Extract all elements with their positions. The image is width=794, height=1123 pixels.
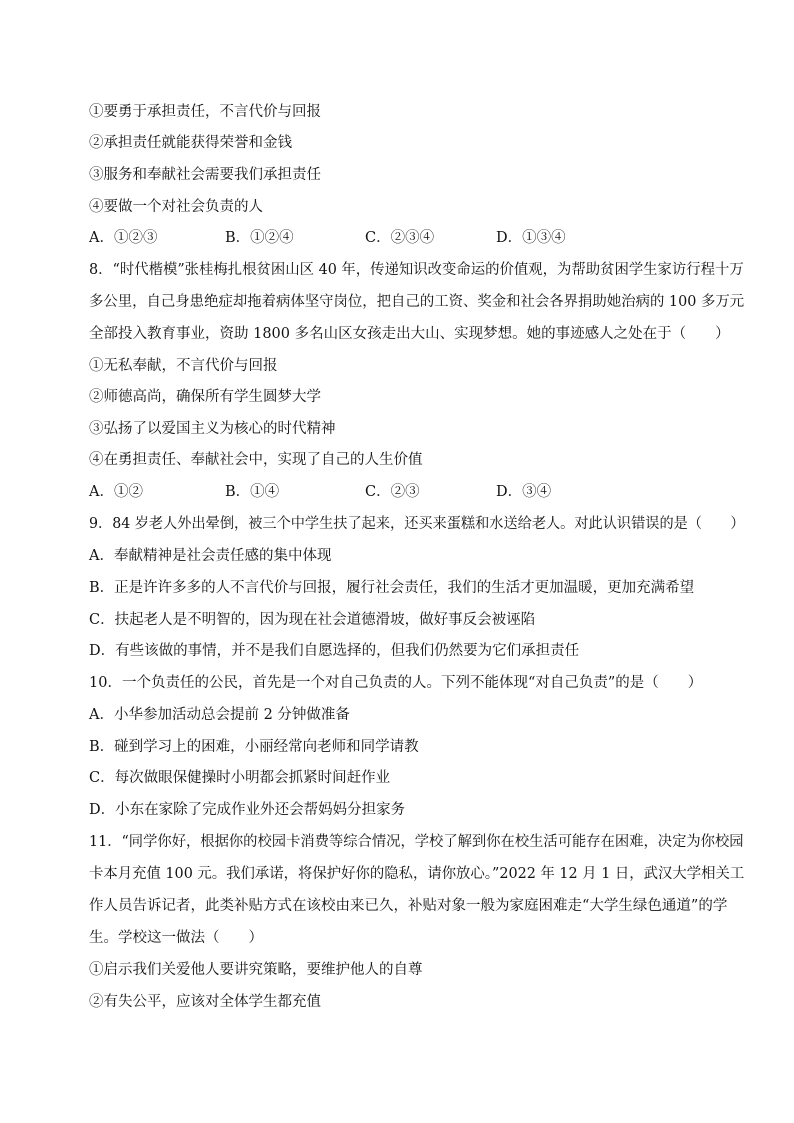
q10-option-a: A．小华参加活动总会提前 2 分钟做准备 bbox=[89, 707, 350, 723]
q10-option-d: D．小东在家除了完成作业外还会帮妈妈分担家务 bbox=[89, 802, 406, 818]
q7-options bbox=[89, 228, 689, 248]
q11-stem-line-2: 卡本月充值 100 元。我们承诺，将保护好你的隐私，请你放心。”2022 年 12 月 1 日，武汉大学相关工 bbox=[89, 866, 745, 882]
q8-stem-line-1: 8．“时代楷模”张桂梅扎根贫困山区 40 年，传递知识改变命运的价值观，为帮助贫困学生家访行程十万 bbox=[89, 262, 744, 278]
q8-option-c: C．②③ bbox=[365, 484, 420, 500]
q11-stem-line-3: 作人员告诉记者，此类补贴方式在该校由来已久，补贴对象一般为家庭困难走“大学生绿色通道”的学 bbox=[89, 898, 728, 914]
q8-statement-2: ②师德高尚，确保所有学生圆梦大学 bbox=[89, 389, 321, 405]
q9-option-d: D．有些该做的事情，并不是我们自愿选择的，但我们仍然要为它们承担责任 bbox=[89, 643, 580, 659]
q11-statement-1: ①启示我们关爱他人要讲究策略，要维护他人的自尊 bbox=[89, 962, 423, 978]
q8-option-d: D．③④ bbox=[496, 484, 552, 500]
q8-statement-3: ③弘扬了以爱国主义为核心的时代精神 bbox=[89, 421, 336, 437]
q8-options bbox=[89, 482, 689, 502]
q10-option-b: B．碰到学习上的困难，小丽经常向老师和同学请教 bbox=[89, 739, 419, 755]
q8-statement-1: ①无私奉献，不言代价与回报 bbox=[89, 358, 278, 374]
q10-stem: 10．一个负责任的公民，首先是一个对自己负责的人。下列不能体现“对自己负责”的是（ ） bbox=[89, 675, 703, 691]
q10-option-c: C．每次做眼保健操时小明都会抓紧时间赶作业 bbox=[89, 770, 391, 786]
q9-option-c: C．扶起老人是不明智的，因为现在社会道德滑坡，做好事反会被诬陷 bbox=[89, 612, 536, 628]
q11-statement-2: ②有失公平，应该对全体学生都充值 bbox=[89, 994, 321, 1010]
q8-stem-line-3: 全部投入教育事业，资助 1800 多名山区女孩走出大山、实现梦想。她的事迹感人之处在于（ ） bbox=[89, 326, 730, 342]
q7-statement-3: ③服务和奉献社会需要我们承担责任 bbox=[89, 167, 321, 183]
q8-option-b: B．①④ bbox=[225, 484, 280, 500]
q11-stem-line-4: 生。学校这一做法（ ） bbox=[89, 930, 263, 946]
q11-stem-line-1: 11．“同学你好，根据你的校园卡消费等综合情况，学校了解到你在校生活可能存在困难，决定为你校园 bbox=[89, 834, 744, 850]
q7-option-c: C．②③④ bbox=[365, 230, 435, 246]
q9-option-a: A．奉献精神是社会责任感的集中体现 bbox=[89, 548, 332, 564]
q8-stem-line-2: 多公里，自己身患绝症却拖着病体坚守岗位，把自己的工资、奖金和社会各界捐助她治病的 100 多万元 bbox=[89, 294, 745, 310]
q7-statement-4: ④要做一个对社会负责的人 bbox=[89, 199, 263, 215]
q7-statement-1: ①要勇于承担责任，不言代价与回报 bbox=[89, 104, 321, 120]
q9-option-b: B．正是许许多多的人不言代价与回报，履行社会责任，我们的生活才更加温暖，更加充满希望 bbox=[89, 580, 695, 596]
q7-option-b: B．①②④ bbox=[225, 230, 294, 246]
q7-option-d: D．①③④ bbox=[496, 230, 566, 246]
q9-stem: 9．84 岁老人外出晕倒，被三个中学生扶了起来，还买来蛋糕和水送给老人。对此认识错误的是（ ） bbox=[89, 516, 745, 532]
q8-option-a: A．①② bbox=[89, 484, 143, 500]
q7-statement-2: ②承担责任就能获得荣誉和金钱 bbox=[89, 135, 292, 151]
q8-statement-4: ④在勇担责任、奉献社会中，实现了自己的人生价值 bbox=[89, 452, 423, 468]
q7-option-a: A．①②③ bbox=[89, 230, 158, 246]
